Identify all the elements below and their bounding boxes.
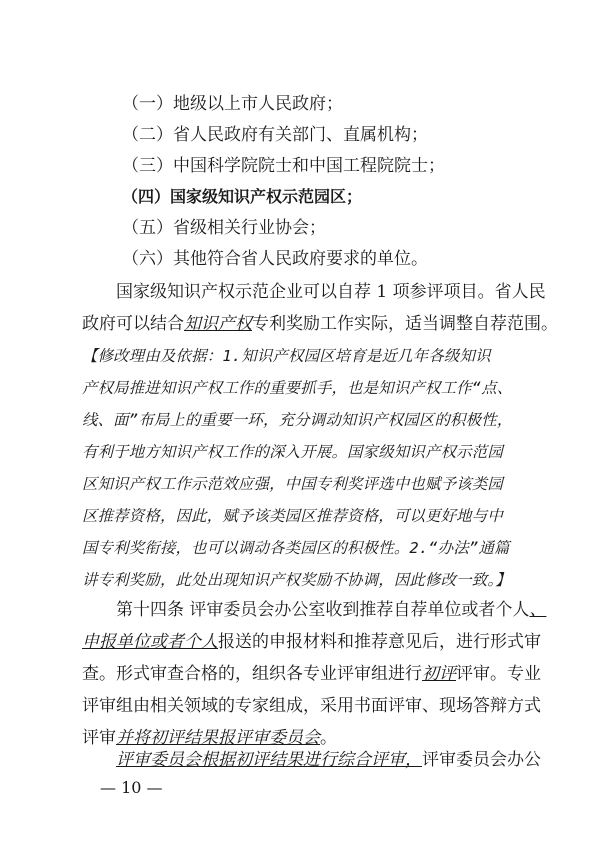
underlined-insertion: 评审委员会根据初评结果进行综合评审， (116, 750, 422, 770)
underlined-insertion: 知识产权 (184, 314, 252, 334)
paragraph-self-recommendation (82, 276, 558, 340)
list-item-6: （六）其他符合省人民政府要求的单位。 (122, 249, 428, 269)
note-line: 讲专利奖励，此处出现知识产权奖励不协调，因此修改一致。】 (82, 571, 511, 589)
list-item-2: （二）省人民政府有关部门、直属机构； (122, 125, 428, 145)
paragraph-comprehensive-review (82, 744, 541, 776)
paragraph-line: 政府可以结合知识产权专利奖励工作实际，适当调整自荐范围。 (82, 314, 558, 334)
paragraph-line: 查。形式审查合格的，组织各专业评审组进行初评评审。专业 (82, 664, 541, 684)
note-line: 【修改理由及依据：1.知识产权园区培育是近几年各级知识 (82, 347, 491, 365)
page-number: — 10 — (100, 778, 163, 797)
paragraph-line: 评审并将初评结果报评审委员会。 (82, 728, 337, 748)
underlined-insertion: 初评 (422, 664, 456, 684)
note-line: 有利于地方知识产权工作的深入开展。国家级知识产权示范园 (82, 443, 503, 461)
list-item-4: （四）国家级知识产权示范园区； (122, 187, 363, 206)
paragraph-line: 评审委员会根据初评结果进行综合评审，评审委员会办公 (116, 750, 541, 770)
revision-note (82, 340, 532, 596)
list-item-1: （一）地级以上市人民政府； (122, 94, 343, 114)
note-line: 区知识产权工作示范效应强，中国专利奖评选中也赋予该类园 (82, 475, 503, 493)
underlined-insertion: 并将初评结果报评审委员会 (116, 728, 320, 748)
note-line: 国专利奖衔接，也可以调动各类园区的积极性。2.“办法”通篇 (82, 539, 510, 557)
note-line: 区推荐资格，因此，赋予该类园区推荐资格，可以更好地与中 (82, 507, 503, 525)
underlined-insertion: 申报单位或者个人 (82, 632, 218, 652)
list-item-3: （三）中国科学院院士和中国工程院院士； (122, 156, 445, 176)
article-14 (82, 594, 547, 754)
note-line: 线、面”布局上的重要一环，充分调动知识产权园区的积极性， (82, 411, 513, 429)
paragraph-line: 评审组由相关领域的专家组成，采用书面评审、现场答辩方式 (82, 696, 541, 716)
paragraph-line: 申报单位或者个人报送的申报材料和推荐意见后，进行形式审 (82, 632, 541, 652)
note-line: 产权局推进知识产权工作的重要抓手，也是知识产权工作“点、 (82, 379, 513, 397)
paragraph-line: 国家级知识产权示范企业可以自荐 1 项参评项目。省人民 (116, 282, 546, 302)
underlined-insertion: 、 (529, 600, 547, 620)
list-item-5: （五）省级相关行业协会； (122, 218, 326, 238)
paragraph-line: 第十四条 评审委员会办公室收到推荐自荐单位或者个人、 (116, 600, 547, 620)
